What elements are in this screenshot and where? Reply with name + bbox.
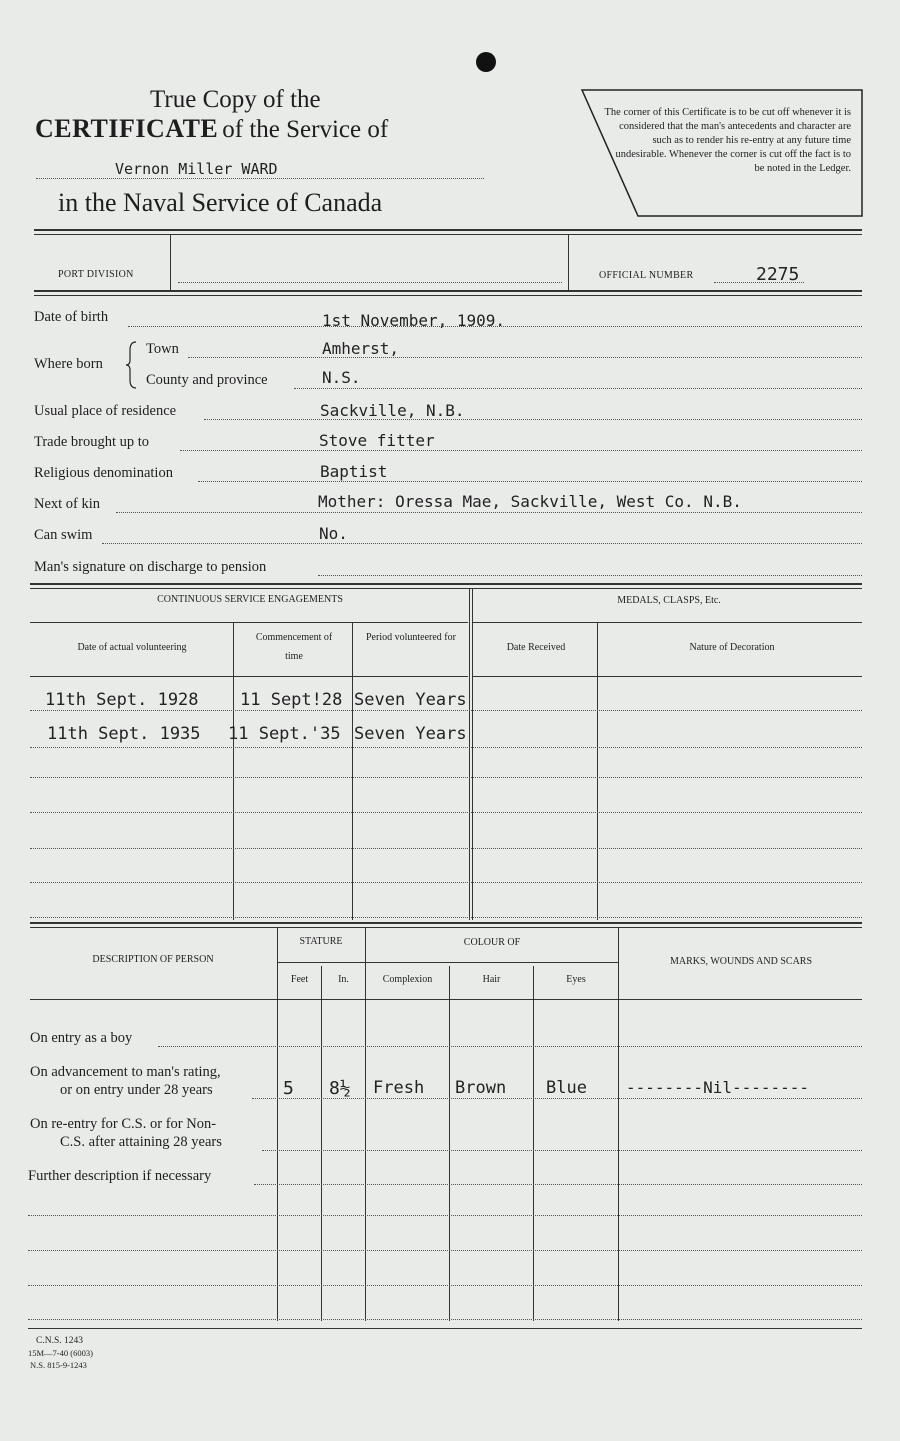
hair-header: Hair [482,974,501,985]
inches-header: In. [338,974,349,985]
value-eyes: Blue [546,1078,587,1098]
col-period-header: Period volunteered for [366,632,456,643]
row-man-label-2: or on entry under 28 years [60,1082,213,1098]
eng-row1-date: 11th Sept. 1928 [45,690,199,710]
complexion-header: Complexion [382,974,433,985]
kin-value: Mother: Oressa Mae, Sackville, West Co. N.B. [318,492,742,511]
religion-value: Baptist [320,462,388,481]
swim-value: No. [319,524,348,543]
swim-label: Can swim [34,527,93,543]
eng-row1-commence: 11 Sept!28 [240,690,343,710]
port-division-label: PORT DIVISION [58,269,134,280]
col-received-header: Date Received [506,642,566,653]
corner-note-text: The corner of this Certificate is to be cut off whenever it is considered that the man's antecedents and character are such as to render his re-entry at any future time undesirable. Whenever the corner is cut off the fact is to be noted in the Ledger. [604,107,851,174]
title-line1: True Copy of the [150,86,321,113]
row-reentry-label-2: C.S. after attaining 28 years [60,1134,222,1150]
sailor-name: Vernon Miller WARD [115,160,278,178]
brace [124,340,138,390]
town-label: Town [146,341,179,357]
title-line3: in the Naval Service of Canada [58,188,383,217]
eng-row1-period: Seven Years [354,690,467,710]
value-hair: Brown [455,1078,507,1098]
value-feet: 5 [283,1078,294,1099]
medals-title: MEDALS, CLASPS, Etc. [617,595,721,606]
county-value: N.S. [322,368,361,387]
value-complexion: Fresh [373,1078,425,1098]
col-nature-header: Nature of Decoration [689,642,775,653]
title-line2 [35,114,388,144]
engagements-title: CONTINUOUS SERVICE ENGAGEMENTS [157,594,343,605]
eyes-header: Eyes [566,974,586,985]
dob-value: 1st November, 1909. [322,311,506,330]
marks-title: MARKS, WOUNDS AND SCARS [669,956,813,967]
official-number: 2275 [756,264,800,285]
punch-hole [476,52,496,72]
row-further-label: Further description if necessary [28,1168,212,1184]
trade-value: Stove fitter [319,431,435,450]
residence-label: Usual place of residence [34,403,177,419]
official-number-label: OFFICIAL NUMBER [599,270,694,281]
eng-row2-date: 11th Sept. 1935 [47,724,201,744]
print-code: 15M—7-40 (6003) [28,1348,93,1358]
col-commence-header: Commencement of time [255,632,333,662]
row-boy-label: On entry as a boy [30,1030,133,1046]
dob-label: Date of birth [34,309,109,325]
feet-header: Feet [290,974,309,985]
col-date-header: Date of actual volunteering [77,642,187,653]
row-man-label-1: On advancement to man's rating, [30,1064,221,1080]
row-reentry-label-1: On re-entry for C.S. or for Non- [30,1116,217,1132]
eng-row2-commence: 11 Sept.'35 [228,724,341,744]
value-inches: 8½ [329,1078,351,1099]
ns-code: N.S. 815-9-1243 [30,1360,87,1370]
desc-title: DESCRIPTION OF PERSON [92,954,214,965]
town-value: Amherst, [322,339,400,358]
kin-label: Next of kin [34,496,101,512]
residence-value: Sackville, N.B. [320,401,465,420]
value-marks: --------Nil-------- [626,1078,810,1097]
stature-title: STATURE [299,936,343,947]
title-certificate: CERTIFICATE [35,114,219,143]
eng-row2-period: Seven Years [354,724,467,744]
colour-title: COLOUR OF [463,937,521,948]
title-service-of: of the Service of [222,116,389,143]
signature-label: Man's signature on discharge to pension [34,559,267,575]
where-born-label: Where born [34,356,103,372]
county-label: County and province [146,372,268,388]
religion-label: Religious denomination [34,465,173,481]
trade-label: Trade brought up to [34,434,150,450]
form-number: C.N.S. 1243 [36,1336,83,1346]
